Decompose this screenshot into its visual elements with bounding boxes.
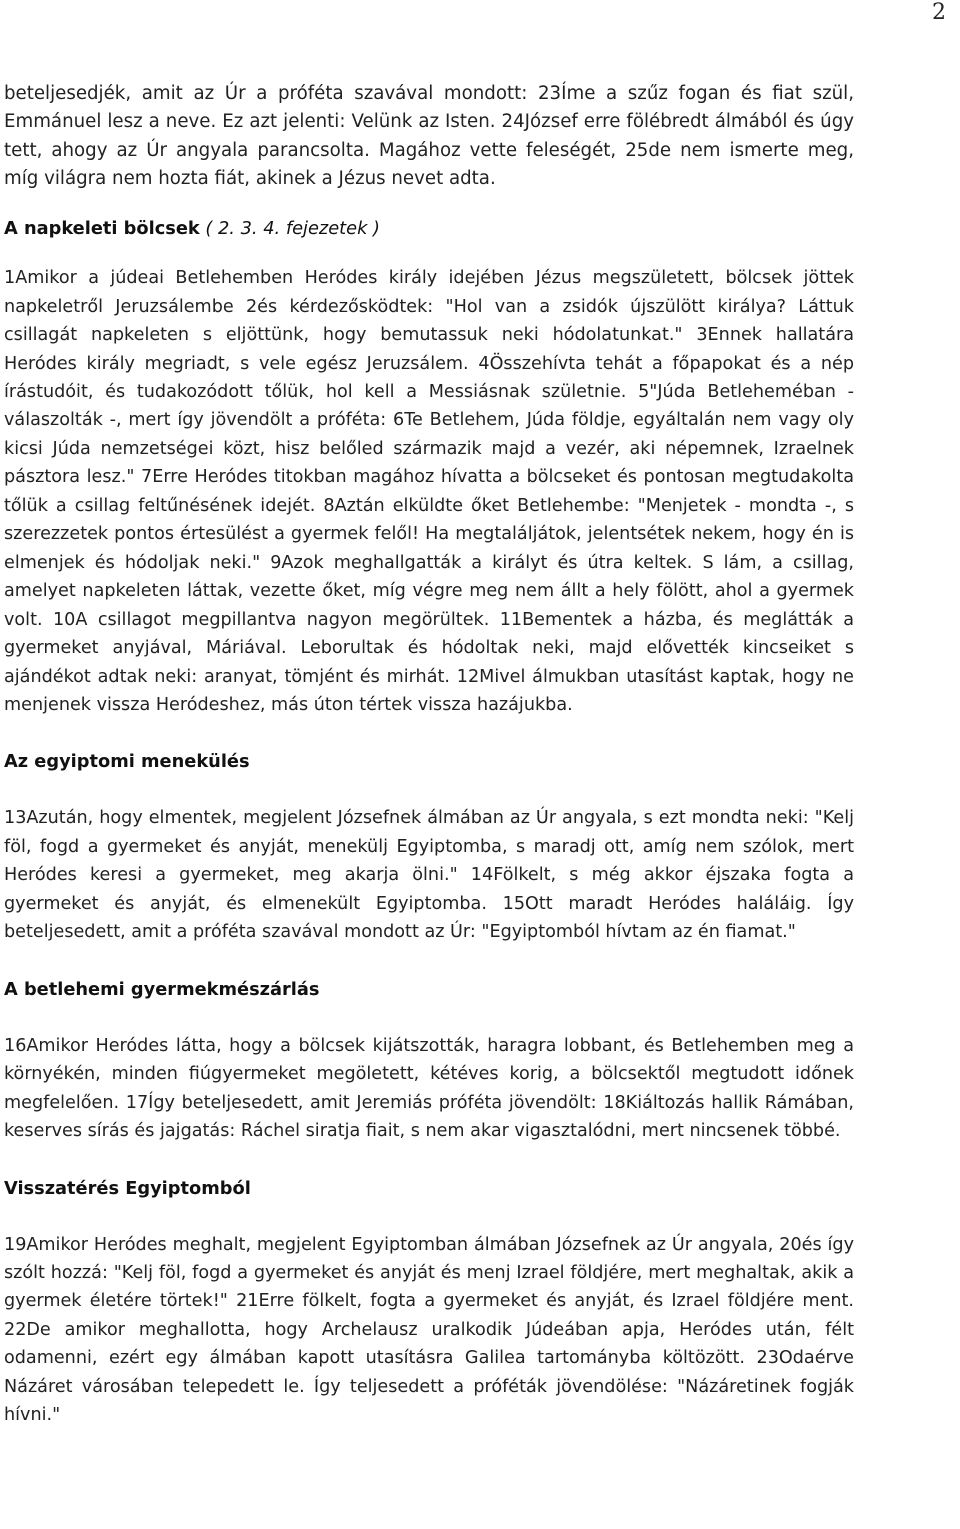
section-paragraph-betlehemi-gyermekmeszarlas: 16Amikor Heródes látta, hogy a bölcsek kijátszották, haragra lobbant, és Betlehemben meg a környékén, minden fiúgyermeket megöletett, kétéves korig, a bölcsektől megtudott időnek megfelelően. 17Így beteljesedett, amit Jeremiás próféta jövendölt: 18Kiáltozás hallik Rámában, keserves sírás és jajgatás: Ráchel siratja fiait, s nem akar vigasztalódni, mert nincsenek többé. [4, 1035, 854, 1142]
document-body [4, 80, 854, 1430]
section-title-suffix: ( 2. 3. 4. fejezetek ) [199, 218, 380, 240]
section-title: Visszatérés Egyiptomból [4, 1177, 251, 1199]
section-paragraph-egyiptomi-menekules: 13Azután, hogy elmentek, megjelent Józsefnek álmában az Úr angyala, s ezt mondta neki: "Kelj föl, fogd a gyermeket és anyját, menekülj Egyiptomba, s maradj ott, amíg nem szólok, mert Heródes keresi a gyermeket, meg akarja ölni." 14Fölkelt, s még akkor éjszaka fogta a gyermeket és anyját, és elmenekült Egyiptomba. 15Ott maradt Heródes haláláig. Így beteljesedett, amit a próféta szavával mondott az Úr: "Egyiptomból hívtam az én fiamat." [4, 808, 854, 943]
section-heading-betlehemi-gyermekmeszarlas [4, 976, 854, 1004]
section-title: A napkeleti bölcsek [4, 218, 200, 240]
section-heading-visszateres-egyiptombol [4, 1175, 854, 1203]
section-title: Az egyiptomi menekülés [4, 751, 250, 773]
section-paragraph-napkeleti-bolcsek: 1Amikor a júdeai Betlehemben Heródes király idejében Jézus megszületett, bölcsek jöttek napkeletről Jeruzsálembe 2és kérdezősködtek: "Hol van a zsidók újszülött királya? Láttuk csillagát napkeleten s eljöttünk, hogy bemutassuk neki hódolatunkat." 3Ennek hallatára Heródes király megriadt, s vele egész Jeruzsálem. 4Összehívta tehát a főpapokat és a nép írástudóit, és tudakozódott tőlük, hol kell a Messiásnak születnie. 5"Júda Betleheméban - válaszolták -, mert így jövendölt a próféta: 6Te Betlehem, Júda földje, egyáltalán nem vagy oly kicsi Júda nemzetségei közt, hisz belőled származik majd a vezér, aki népemnek, Izraelnek pásztora lesz." 7Erre Heródes titokban magához hívatta a bölcseket és pontosan megtudakolta tőlük a csillag feltűnésének idejét. 8Aztán elküldte őket Betlehembe: "Menjetek - mondta -, s szerezzetek pontos értesülést a gyermek felől! Ha megtaláljátok, jelentsétek nekem, hogy én is elmenjek és hódoljak neki." 9Azok meghallgatták a királyt és útra keltek. S lám, a csillag, amelyet napkeleten láttak, vezette őket, míg végre meg nem állt a hely fölött, ahol a gyermek volt. 10A csillagot megpillantva nagyon megörültek. 11Bementek a házba, és meglátták a gyermeket anyjával, Máriával. Leborultak és hódoltak neki, majd elővették kincseiket s ajándékot adtak neki: aranyat, tömjént és mirhát. 12Mivel álmukban utasítást kaptak, hogy ne menjenek vissza Heródeshez, más úton tértek vissza hazájukba. [4, 268, 854, 715]
section-heading-egyiptomi-menekules [4, 748, 854, 776]
section-heading-napkeleti-bolcsek [4, 215, 854, 243]
section-title: A betlehemi gyermekmészárlás [4, 978, 320, 1000]
intro-paragraph: beteljesedjék, amit az Úr a próféta szavával mondott: 23Íme a szűz fogan és fiat szül, Emmánuel lesz a neve. Ez azt jelenti: Velünk az Isten. 24József erre fölébredt álmából és úgy tett, ahogy az Úr angyala parancsolta. Magához vette feleségét, 25de nem ismerte meg, míg világra nem hozta fiát, akinek a Jézus nevet adta. [4, 83, 854, 189]
section-paragraph-visszateres-egyiptombol: 19Amikor Heródes meghalt, megjelent Egyiptomban álmában Józsefnek az Úr angyala, 20és így szólt hozzá: "Kelj föl, fogd a gyermeket és anyját és menj Izrael földjére, mert meghaltak, akik a gyermek életére törtek!" 21Erre fölkelt, fogta a gyermeket és anyját, és Izrael földjére ment. 22De amikor meghallotta, hogy Archelausz uralkodik Júdeában apja, Heródes után, félt odamenni, ezért egy álmában kapott utasításra Galilea tartományba költözött. 23Odaérve Názáret városában telepedett le. Így teljesedett a próféták jövendölése: "Názáretinek fogják hívni." [4, 1234, 854, 1426]
page-number: 2 [932, 0, 946, 25]
